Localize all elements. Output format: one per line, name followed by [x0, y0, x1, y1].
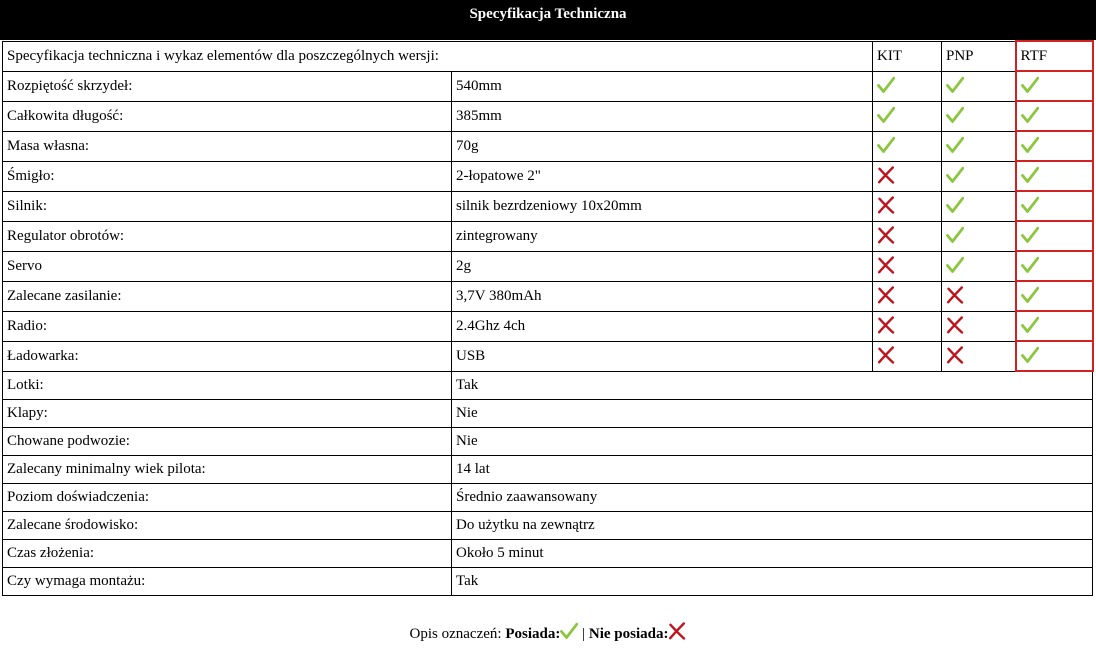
column-header-kit: KIT [873, 41, 942, 71]
table-row [3, 281, 1093, 311]
cross-icon [877, 226, 895, 244]
pnp-availability [942, 311, 1016, 341]
table-row [3, 568, 1093, 596]
spec-label: Silnik: [3, 191, 452, 221]
cross-icon [877, 166, 895, 184]
legend-has-not-label: Nie posiada: [588, 626, 669, 642]
pnp-availability [942, 161, 1016, 191]
table-row [3, 484, 1093, 512]
check-icon [946, 226, 964, 244]
check-icon [560, 622, 578, 640]
spec-value: 540mm [452, 71, 873, 101]
spec-label: Masa własna: [3, 131, 452, 161]
legend-has-label: Posiada: [505, 626, 561, 642]
table-row [3, 341, 1093, 371]
cross-icon [877, 346, 895, 364]
check-icon [946, 76, 964, 94]
kit-availability [873, 251, 942, 281]
rtf-availability [1016, 161, 1093, 191]
spec-value: 2.4Ghz 4ch [452, 311, 873, 341]
table-row [3, 371, 1093, 400]
rtf-availability [1016, 341, 1093, 371]
page-title: Specyfikacja Techniczna [0, 0, 1096, 40]
rtf-availability [1016, 281, 1093, 311]
table-row [3, 540, 1093, 568]
check-icon [1021, 316, 1039, 334]
check-icon [877, 106, 895, 124]
check-icon [877, 76, 895, 94]
spec-value: 2-łopatowe 2" [452, 161, 873, 191]
spec-value: 70g [452, 131, 873, 161]
legend [0, 620, 1096, 648]
spec-value: zintegrowany [452, 221, 873, 251]
spec-label: Zalecany minimalny wiek pilota: [3, 456, 452, 484]
table-row [3, 101, 1093, 131]
cross-icon [877, 196, 895, 214]
table-row [3, 131, 1093, 161]
spec-value: 14 lat [452, 456, 1093, 484]
kit-availability [873, 221, 942, 251]
pnp-availability [942, 221, 1016, 251]
kit-availability [873, 161, 942, 191]
spec-label: Klapy: [3, 400, 452, 428]
spec-label: Regulator obrotów: [3, 221, 452, 251]
rtf-availability [1016, 131, 1093, 161]
check-icon [946, 256, 964, 274]
pnp-availability [942, 101, 1016, 131]
cross-icon [877, 256, 895, 274]
check-icon [1021, 136, 1039, 154]
rtf-availability [1016, 101, 1093, 131]
spec-label: Chowane podwozie: [3, 428, 452, 456]
spec-value: Do użytku na zewnątrz [452, 512, 1093, 540]
table-row [3, 251, 1093, 281]
spec-label: Poziom doświadczenia: [3, 484, 452, 512]
cross-icon [946, 286, 964, 304]
table-row [3, 161, 1093, 191]
spec-label: Całkowita długość: [3, 101, 452, 131]
rtf-availability [1016, 221, 1093, 251]
kit-availability [873, 101, 942, 131]
spec-label: Zalecane zasilanie: [3, 281, 452, 311]
table-row [3, 456, 1093, 484]
spec-label: Ładowarka: [3, 341, 452, 371]
column-header-rtf: RTF [1016, 41, 1093, 71]
table-row [3, 400, 1093, 428]
check-icon [1021, 346, 1039, 364]
table-row [3, 428, 1093, 456]
check-icon [1021, 166, 1039, 184]
rtf-availability [1016, 71, 1093, 101]
check-icon [1021, 256, 1039, 274]
spec-label: Rozpiętość skrzydeł: [3, 71, 452, 101]
spec-label: Radio: [3, 311, 452, 341]
check-icon [946, 136, 964, 154]
table-row [3, 71, 1093, 101]
spec-label: Lotki: [3, 371, 452, 400]
check-icon [946, 106, 964, 124]
check-icon [877, 136, 895, 154]
spec-value: 385mm [452, 101, 873, 131]
spec-value: USB [452, 341, 873, 371]
table-row [3, 512, 1093, 540]
spec-value: 2g [452, 251, 873, 281]
spec-value: Tak [452, 371, 1093, 400]
table-row [3, 191, 1093, 221]
spec-value: Nie [452, 428, 1093, 456]
pnp-availability [942, 341, 1016, 371]
pnp-availability [942, 191, 1016, 221]
check-icon [1021, 196, 1039, 214]
spec-label: Zalecane środowisko: [3, 512, 452, 540]
column-header-pnp: PNP [942, 41, 1016, 71]
spec-value: Średnio zaawansowany [452, 484, 1093, 512]
legend-separator: | [582, 626, 586, 642]
cross-icon [877, 316, 895, 334]
kit-availability [873, 71, 942, 101]
kit-availability [873, 131, 942, 161]
cross-icon [946, 346, 964, 364]
cross-icon [877, 286, 895, 304]
spec-value: silnik bezrdzeniowy 10x20mm [452, 191, 873, 221]
cross-icon [946, 316, 964, 334]
pnp-availability [942, 131, 1016, 161]
rtf-availability [1016, 251, 1093, 281]
pnp-availability [942, 251, 1016, 281]
rtf-availability [1016, 311, 1093, 341]
check-icon [1021, 286, 1039, 304]
check-icon [1021, 76, 1039, 94]
table-row [3, 221, 1093, 251]
spec-value: Około 5 minut [452, 540, 1093, 568]
rtf-availability [1016, 191, 1093, 221]
check-icon [1021, 226, 1039, 244]
spec-label: Czas złożenia: [3, 540, 452, 568]
spec-label: Servo [3, 251, 452, 281]
legend-prefix: Opis oznaczeń: [409, 626, 502, 642]
intro-text: Specyfikacja techniczna i wykaz elementów dla poszczególnych wersji: [3, 41, 873, 71]
kit-availability [873, 341, 942, 371]
pnp-availability [942, 71, 1016, 101]
spec-table [2, 40, 1094, 596]
spec-value: Nie [452, 400, 1093, 428]
table-row [3, 311, 1093, 341]
check-icon [1021, 106, 1039, 124]
kit-availability [873, 281, 942, 311]
cross-icon [668, 622, 686, 640]
spec-label: Czy wymaga montażu: [3, 568, 452, 596]
table-header-row [3, 41, 1093, 71]
spec-label: Śmigło: [3, 161, 452, 191]
spec-value: 3,7V 380mAh [452, 281, 873, 311]
pnp-availability [942, 281, 1016, 311]
kit-availability [873, 311, 942, 341]
check-icon [946, 196, 964, 214]
spec-value: Tak [452, 568, 1093, 596]
check-icon [946, 166, 964, 184]
kit-availability [873, 191, 942, 221]
